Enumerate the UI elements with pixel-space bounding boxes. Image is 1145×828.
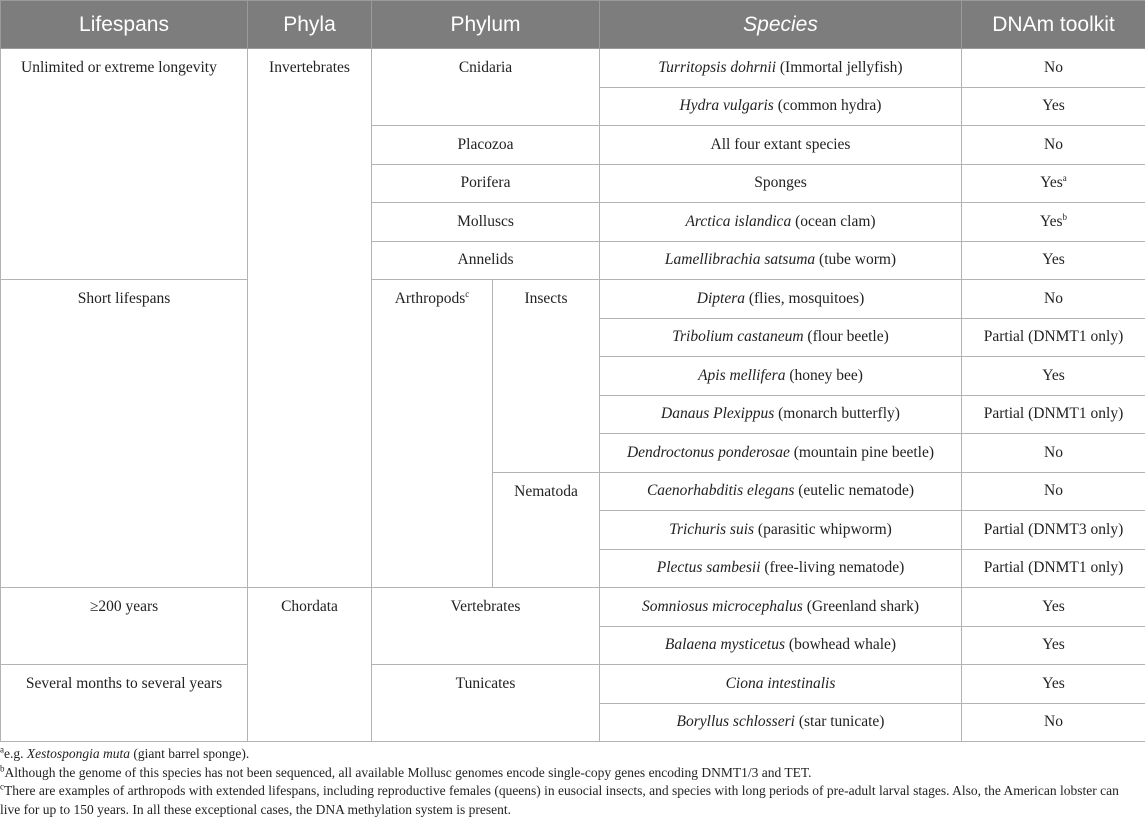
- species-cell: [600, 434, 962, 473]
- toolkit-value: Partial (DNMT1 only): [983, 559, 1124, 577]
- species-common-name: (ocean clam): [791, 212, 876, 230]
- toolkit-value: Yes: [1042, 597, 1065, 615]
- species-latin-name: Turritopsis dohrnii: [658, 58, 777, 76]
- species-common-name: (bowhead whale): [785, 636, 897, 654]
- species-latin-name: Lamellibrachia satsuma: [664, 251, 816, 269]
- species-common-name: (mountain pine beetle): [789, 443, 935, 461]
- species-latin-name: Apis mellifera: [698, 366, 786, 384]
- phylum-cell: Placozoa: [372, 126, 600, 165]
- phylum-cell-arthropods: [372, 280, 493, 588]
- lifespan-cell: ≥200 years: [1, 588, 248, 665]
- toolkit-cell: [962, 703, 1145, 742]
- footnotes: [0, 745, 1135, 819]
- species-cell: [600, 511, 962, 550]
- toolkit-cell: [962, 434, 1145, 473]
- toolkit-value: Yes: [1042, 251, 1065, 269]
- footnote-mark: b: [1062, 211, 1068, 222]
- footnote-mark: c: [465, 288, 470, 299]
- header-species: Species: [600, 1, 962, 49]
- species-common-name: (flies, mosquitoes): [744, 289, 865, 307]
- species-common-name: (tube worm): [815, 251, 897, 269]
- footnote-species: Xestospongia muta: [26, 746, 130, 761]
- toolkit-value: No: [1044, 482, 1063, 500]
- species-cell: [600, 549, 962, 588]
- species-cell: [600, 126, 962, 165]
- species-common-name: (eutelic nematode): [794, 482, 915, 500]
- subphylum-cell: Nematoda: [493, 472, 600, 588]
- lifespan-cell: Short lifespans: [1, 280, 248, 588]
- species-common-name: (monarch butterfly): [774, 405, 900, 423]
- toolkit-cell: [962, 203, 1145, 242]
- toolkit-cell: [962, 87, 1145, 126]
- toolkit-value: Yes: [1040, 174, 1063, 192]
- table-row: [1, 280, 1145, 319]
- toolkit-cell: [962, 241, 1145, 280]
- species-common-name: Sponges: [754, 174, 807, 192]
- toolkit-cell: [962, 49, 1145, 88]
- toolkit-value: No: [1044, 135, 1063, 153]
- header-lifespans: Lifespans: [1, 1, 248, 49]
- species-cell: [600, 164, 962, 203]
- species-common-name: (honey bee): [785, 366, 863, 384]
- toolkit-value: Yes: [1039, 212, 1063, 230]
- species-latin-name: Danaus Plexippus: [661, 405, 775, 423]
- species-cell: [600, 357, 962, 396]
- footnote-mark: c: [0, 781, 4, 792]
- toolkit-value: Partial (DNMT1 only): [983, 328, 1124, 346]
- species-cell: [600, 318, 962, 357]
- species-latin-name: Diptera: [696, 289, 745, 307]
- toolkit-value: Yes: [1042, 636, 1065, 654]
- lifespan-cell: Unlimited or extreme longevity: [1, 49, 248, 280]
- toolkit-cell: [962, 357, 1145, 396]
- table-row: [1, 588, 1145, 627]
- header-phylum: Phylum: [372, 1, 600, 49]
- species-latin-name: Somniosus microcephalus: [641, 597, 803, 615]
- species-cell: [600, 665, 962, 704]
- footnote-text: (giant barrel sponge).: [130, 746, 250, 761]
- species-common-name: (Immortal jellyfish): [776, 58, 903, 76]
- species-cell: [600, 626, 962, 665]
- phylum-cell: Molluscs: [372, 203, 600, 242]
- arthropods-label: Arthropods: [394, 290, 466, 307]
- footnote-a: [0, 745, 1135, 764]
- species-latin-name: Boryllus schlosseri: [676, 713, 795, 731]
- phylum-cell: Cnidaria: [372, 49, 600, 126]
- species-cell: [600, 703, 962, 742]
- footnote-mark: b: [0, 763, 5, 773]
- toolkit-value: No: [1044, 713, 1063, 731]
- subphylum-cell: Insects: [493, 280, 600, 473]
- species-latin-name: Tribolium castaneum: [672, 328, 804, 346]
- species-cell: [600, 472, 962, 511]
- toolkit-cell: [962, 472, 1145, 511]
- toolkit-cell: [962, 511, 1145, 550]
- species-latin-name: Plectus sambesii: [656, 559, 761, 577]
- toolkit-value: Yes: [1042, 97, 1065, 115]
- phylum-cell: Tunicates: [372, 665, 600, 742]
- species-common-name: All four extant species: [710, 135, 851, 153]
- toolkit-cell: [962, 665, 1145, 704]
- toolkit-value: Yes: [1042, 674, 1065, 692]
- phyla-cell: Invertebrates: [248, 49, 372, 588]
- species-latin-name: Hydra vulgaris: [679, 97, 774, 115]
- footnote-b: [0, 764, 1135, 783]
- toolkit-value: No: [1044, 289, 1063, 307]
- species-latin-name: Arctica islandica: [685, 212, 792, 230]
- species-latin-name: Trichuris suis: [669, 520, 755, 538]
- species-common-name: (flour beetle): [803, 328, 889, 346]
- species-common-name: (common hydra): [773, 97, 882, 115]
- toolkit-value: No: [1044, 443, 1063, 461]
- species-cell: [600, 280, 962, 319]
- species-common-name: (Greenland shark): [802, 597, 920, 615]
- phylum-cell: Porifera: [372, 164, 600, 203]
- toolkit-cell: [962, 588, 1145, 627]
- footnote-mark: a: [1062, 173, 1067, 184]
- species-latin-name: Ciona intestinalis: [725, 674, 836, 692]
- species-common-name: (parasitic whipworm): [754, 520, 892, 538]
- species-cell: [600, 87, 962, 126]
- toolkit-value: Yes: [1042, 366, 1065, 384]
- toolkit-value: Partial (DNMT3 only): [983, 520, 1124, 538]
- footnote-text: e.g.: [4, 746, 27, 761]
- table-row: [1, 665, 1145, 704]
- header-row: [1, 1, 1145, 49]
- species-latin-name: Caenorhabditis elegans: [646, 482, 795, 500]
- toolkit-cell: [962, 549, 1145, 588]
- species-cell: [600, 588, 962, 627]
- toolkit-value: No: [1044, 58, 1063, 76]
- species-latin-name: Balaena mysticetus: [664, 636, 786, 654]
- species-latin-name: Dendroctonus ponderosae: [626, 443, 790, 461]
- species-cell: [600, 49, 962, 88]
- phylum-cell: Annelids: [372, 241, 600, 280]
- toolkit-cell: [962, 626, 1145, 665]
- toolkit-cell: [962, 395, 1145, 434]
- toolkit-cell: [962, 280, 1145, 319]
- species-common-name: (free-living nematode): [760, 559, 905, 577]
- header-phyla: Phyla: [248, 1, 372, 49]
- footnote-mark: a: [0, 744, 4, 755]
- toolkit-cell: [962, 318, 1145, 357]
- footnote-c: [0, 782, 1135, 819]
- toolkit-cell: [962, 126, 1145, 165]
- footnote-text: Although the genome of this species has not been sequenced, all available Mollusc genomes encode single-copy genes encoding DNMT1/3 and TET.: [4, 764, 812, 780]
- footnote-text: There are examples of arthropods with extended lifespans, including reproductive females (queens) in eusocial insects, and species with long periods of pre-adult larval stages. Also, the American lobster can live for up to 150 years. In all these exceptional cases, the DNA methylation system is present.: [0, 783, 1119, 817]
- toolkit-cell: [962, 164, 1145, 203]
- species-cell: [600, 395, 962, 434]
- lifespan-cell: Several months to several years: [1, 665, 248, 742]
- table-row: [1, 49, 1145, 88]
- header-toolkit: DNAm toolkit: [962, 1, 1145, 49]
- species-cell: [600, 241, 962, 280]
- toolkit-value: Partial (DNMT1 only): [983, 405, 1124, 423]
- species-cell: [600, 203, 962, 242]
- species-common-name: (star tunicate): [794, 713, 885, 731]
- phyla-cell: Chordata: [248, 588, 372, 742]
- phylum-cell: Vertebrates: [372, 588, 600, 665]
